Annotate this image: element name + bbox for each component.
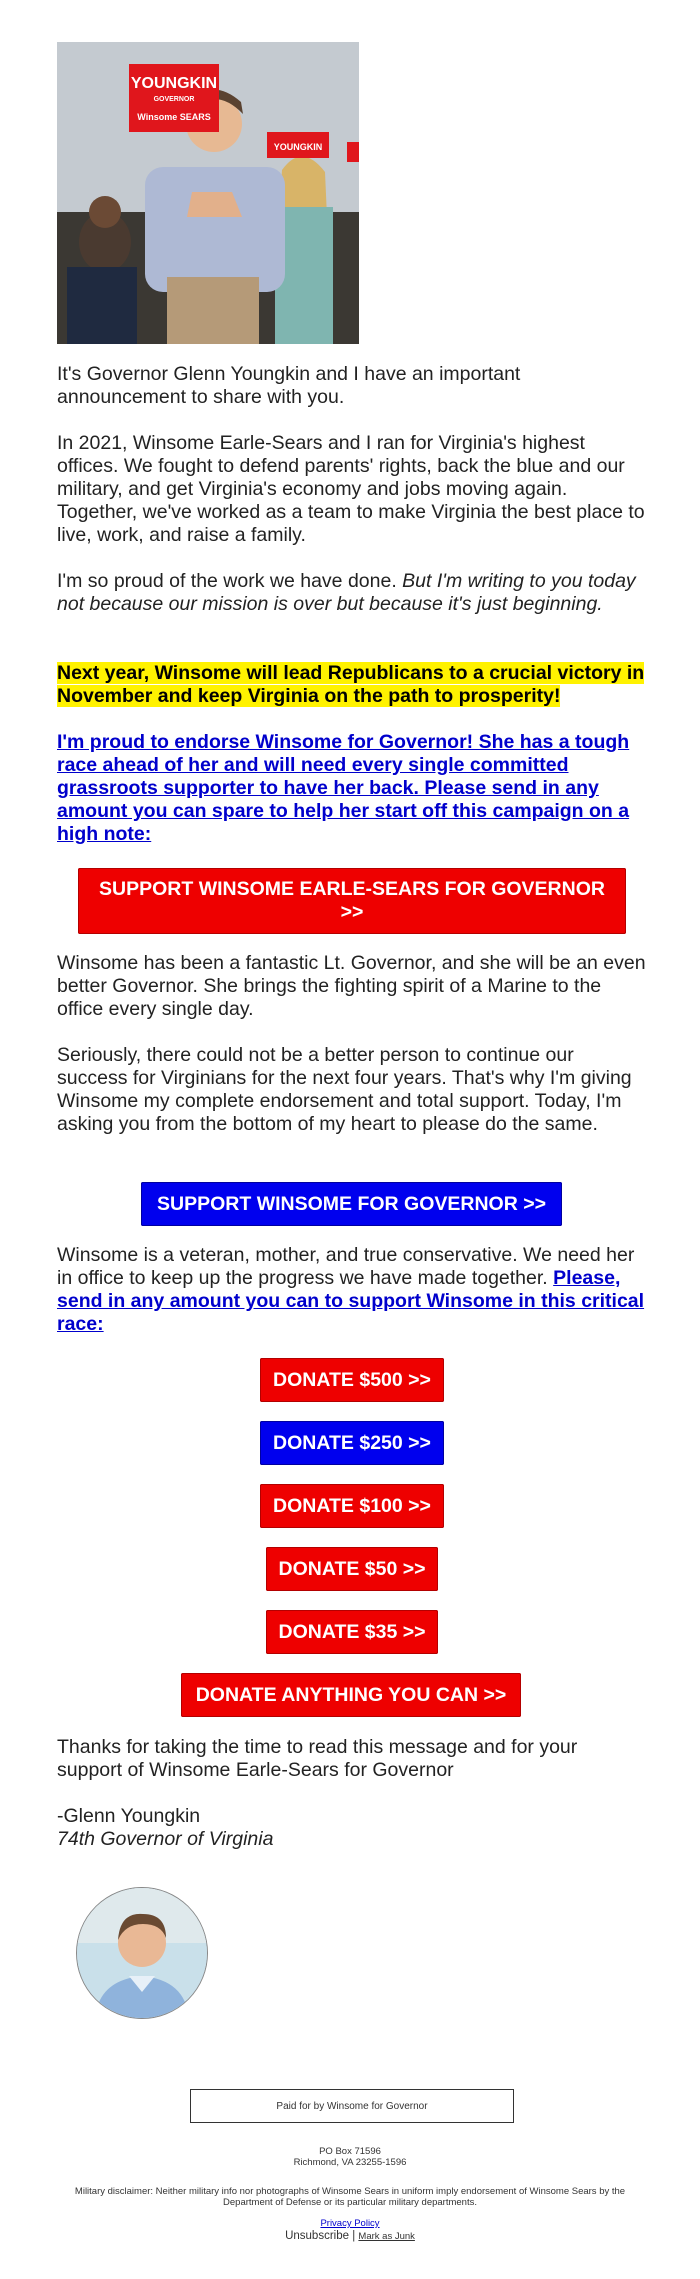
thanks-paragraph: Thanks for taking the time to read this message and for your support of Winsome Earle-Sears for Governor <box>57 1736 578 1781</box>
portrait-illustration <box>77 1888 207 2018</box>
unsubscribe-link[interactable]: Unsubscribe <box>285 2230 349 2242</box>
avatar <box>76 1887 208 2019</box>
endorse-paragraph <box>57 731 647 846</box>
seriously-paragraph: Seriously, there could not be a better person to continue our success for Virginians for the next four years. That's why I'm giving Winsome my complete endorsement and total support. Today, I'm asking you from the bottom of my heart to please do the same. <box>57 1044 632 1135</box>
footer-separator: | <box>352 2230 356 2242</box>
intro-paragraph: It's Governor Glenn Youngkin and I have an important announcement to share with you. <box>57 363 521 408</box>
rally-illustration <box>57 42 359 344</box>
support-earle-sears-button[interactable]: SUPPORT WINSOME EARLE-SEARS FOR GOVERNOR >> <box>78 868 626 934</box>
sign-right-text: YOUNGKIN <box>273 142 323 152</box>
veteran-paragraph <box>57 1244 647 1336</box>
privacy-row <box>40 2218 660 2229</box>
donate-100-button[interactable]: DONATE $100 >> <box>260 1484 444 1528</box>
ltgov-paragraph: Winsome has been a fantastic Lt. Governor, and she will be an even better Governor. She brings the fighting spirit of a Marine to the office every single day. <box>57 952 646 1020</box>
donate-anything-button[interactable]: DONATE ANYTHING YOU CAN >> <box>181 1673 521 1717</box>
footer-po-box: PO Box 71596 <box>319 2146 381 2157</box>
endorse-donate-link[interactable]: I'm proud to endorse Winsome for Governor! She has a tough race ahead of her and will need every single committed grassroots supporter to have her back. Please send in any amount you can spare to help her start off this campaign on a high note: <box>57 731 630 845</box>
sign-small-text: Winsome SEARS <box>137 112 211 122</box>
signature-title: 74th Governor of Virginia <box>57 1828 274 1850</box>
proud-italic-text: But I'm writing to you today not because our mission is over but because it's just beginning. <box>57 570 636 615</box>
support-winsome-button[interactable]: SUPPORT WINSOME FOR GOVERNOR >> <box>141 1182 562 1226</box>
highlight-text: Next year, Winsome will lead Republicans to a crucial victory in November and keep Virginia on the path to prosperity! <box>57 662 645 707</box>
donate-500-button[interactable]: DONATE $500 >> <box>260 1358 444 1402</box>
donate-250-button[interactable]: DONATE $250 >> <box>260 1421 444 1465</box>
donate-35-button[interactable]: DONATE $35 >> <box>266 1610 438 1654</box>
signature-name: -Glenn Youngkin <box>57 1805 201 1827</box>
donate-50-button[interactable]: DONATE $50 >> <box>266 1547 438 1591</box>
unsubscribe-row <box>40 2229 660 2244</box>
proud-paragraph <box>57 570 647 616</box>
sign-text: YOUNGKIN <box>130 75 218 92</box>
military-disclaimer: Military disclaimer: Neither military info nor photographs of Winsome Sears in uniform imply endorsement of Winsome Sears by the Department of Defense or its particular military departments. <box>74 2186 626 2208</box>
footer-city: Richmond, VA 23255-1596 <box>293 2157 407 2168</box>
mark-as-junk-link[interactable]: Mark as Junk <box>358 2231 415 2242</box>
highlight-paragraph <box>57 662 647 708</box>
hero-photo <box>57 42 359 344</box>
veteran-text: Winsome is a veteran, mother, and true conservative. We need her in office to keep up the progress we have made together. <box>57 1244 635 1289</box>
paid-for-box: Paid for by Winsome for Governor <box>190 2089 514 2123</box>
privacy-policy-link[interactable]: Privacy Policy <box>320 2218 380 2229</box>
sign-subtext: GOVERNOR <box>153 96 195 103</box>
send-amount-link[interactable]: Please, send in any amount you can to support Winsome in this critical race: <box>57 1267 645 1335</box>
history-paragraph: In 2021, Winsome Earle-Sears and I ran for Virginia's highest offices. We fought to defend parents' rights, back the blue and our military, and get Virginia's economy and jobs moving again. Together, we've worked as a team to make Virginia the best place to live, work, and raise a family. <box>57 432 645 546</box>
proud-text: I'm so proud of the work we have done. <box>57 570 403 592</box>
